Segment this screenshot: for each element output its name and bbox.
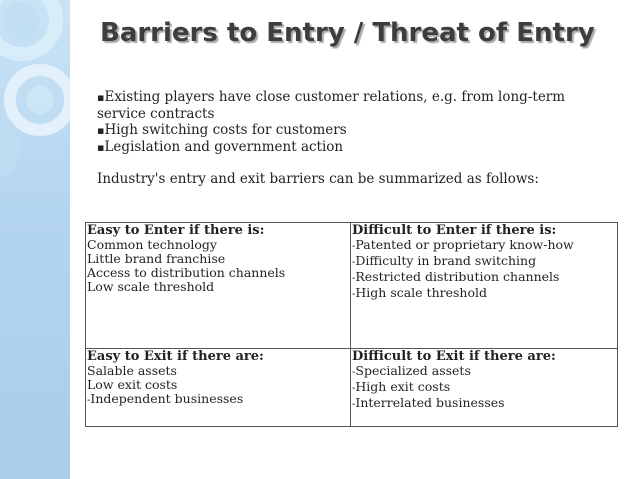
- list-item: - Independent businesses: [87, 392, 350, 408]
- list-item: - Specialized assets: [352, 364, 617, 380]
- list-item: Little brand franchise: [87, 251, 226, 266]
- decorative-circles: [0, 0, 70, 479]
- list-item: Access to distribution channels: [87, 265, 286, 280]
- easy-enter-heading: Easy to Enter if there is:: [87, 223, 265, 238]
- barriers-table: [85, 222, 618, 427]
- easy-exit-heading: Easy to Exit if there are:: [87, 349, 264, 364]
- table-row: [86, 223, 618, 349]
- difficult-enter-cell: [351, 223, 618, 349]
- bullet-item: ▪ Legislation and government action: [97, 139, 607, 156]
- list-item: - Difficulty in brand switching: [352, 254, 617, 270]
- list-item: - Interrelated businesses: [352, 396, 617, 412]
- bullet-item: ▪ Existing players have close customer relations, e.g. from long-term service contracts: [97, 89, 607, 122]
- list-item: Low scale threshold: [87, 279, 215, 294]
- table-row: [86, 349, 618, 427]
- list-item: Salable assets: [87, 363, 177, 378]
- bullet-list: [97, 89, 607, 156]
- difficult-exit-cell: [351, 349, 618, 427]
- easy-enter-cell: [86, 223, 351, 349]
- slide-title: Barriers to Entry / Threat of Entry: [100, 18, 595, 48]
- list-item: - High scale threshold: [352, 286, 617, 302]
- difficult-exit-heading: Difficult to Exit if there are:: [352, 349, 556, 364]
- list-item: Low exit costs: [87, 377, 178, 392]
- list-item: Common technology: [87, 237, 217, 252]
- list-item: - Patented or proprietary know-how: [352, 238, 617, 254]
- difficult-enter-heading: Difficult to Enter if there is:: [352, 223, 557, 238]
- summary-text: Industry's entry and exit barriers can be summarized as follows:: [97, 171, 539, 187]
- list-item: - Restricted distribution channels: [352, 270, 617, 286]
- list-item: - High exit costs: [352, 380, 617, 396]
- decorative-sidebar: [0, 0, 70, 479]
- bullet-item: ▪ High switching costs for customers: [97, 122, 607, 139]
- easy-exit-cell: [86, 349, 351, 427]
